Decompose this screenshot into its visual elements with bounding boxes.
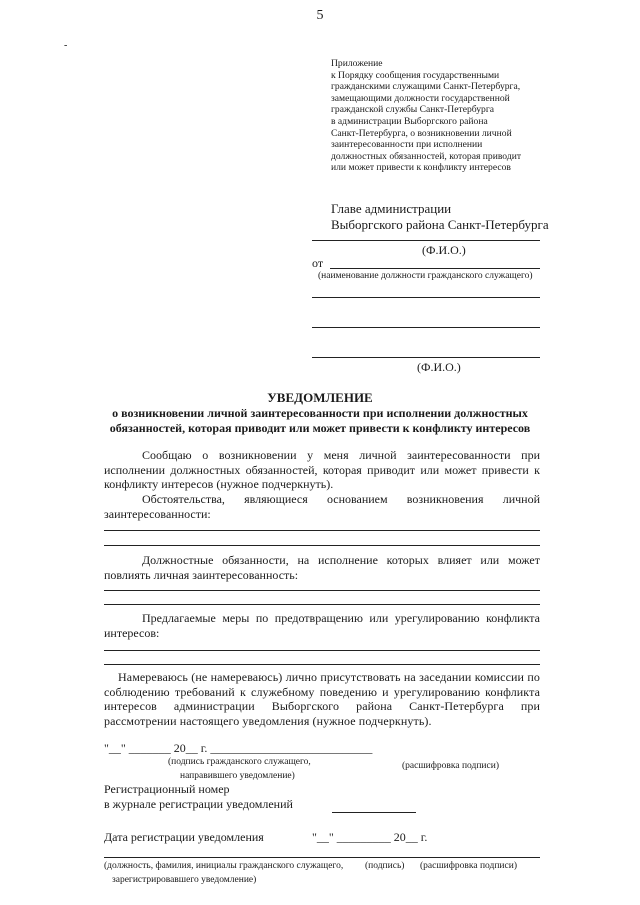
from-label: от <box>312 256 324 270</box>
footer-signature-label: (подпись) <box>365 861 405 871</box>
appendix-line: должностных обязанностей, которая приводит <box>331 150 522 162</box>
document-title: УВЕДОМЛЕНИЕ <box>267 390 373 405</box>
appendix-line: гражданскими служащими Санкт-Петербурга, <box>331 81 521 93</box>
circumstances-line-1[interactable] <box>104 530 540 531</box>
from-field-line[interactable] <box>330 268 540 269</box>
measures-line-2[interactable] <box>104 664 540 665</box>
position-field-line-2[interactable] <box>312 327 540 328</box>
paragraph-duties: Должностные обязанности, на исполнение которых влияет или может повлиять личная заинтересованность: <box>104 553 540 582</box>
page-number: 5 <box>316 8 324 23</box>
fio-field-line-2[interactable] <box>312 357 540 358</box>
footer-decoding-label: (расшифровка подписи) <box>420 861 517 871</box>
paragraph-notify: Сообщаю о возникновении у меня личной заинтересованности при исполнении должностных обязанностей, которая приводит или может привести к конфликту интересов (нужное подчеркнуть). <box>104 448 540 491</box>
footer-field-line[interactable] <box>104 857 540 858</box>
signature-label-1: (подпись гражданского служащего, <box>168 757 311 767</box>
appendix-line: заинтересованности при исполнении <box>331 139 483 151</box>
paragraph-measures: Предлагаемые меры по предотвращению или урегулированию конфликта интересов: <box>104 611 540 640</box>
reg-date-label: Дата регистрации уведомления <box>104 830 264 844</box>
addressee-line-2: Выборгского района Санкт-Петербурга <box>331 217 549 232</box>
reg-number-label-2: в журнале регистрации уведомлений <box>104 797 293 811</box>
paragraph-circumstances: Обстоятельства, являющиеся основанием возникновения личной заинтересованности: <box>104 492 540 521</box>
appendix-line: или может привести к конфликту интересов <box>331 162 511 174</box>
fio-label: (Ф.И.О.) <box>422 243 466 257</box>
reg-number-label-1: Регистрационный номер <box>104 782 230 796</box>
duties-line-1[interactable] <box>104 590 540 591</box>
footer-position-label: (должность, фамилия, инициалы гражданского служащего, <box>104 861 344 871</box>
measures-line-1[interactable] <box>104 650 540 651</box>
addressee-line-1: Главе администрации <box>331 201 452 216</box>
decoding-label: (расшифровка подписи) <box>402 761 499 771</box>
appendix-line: в администрации Выборгского района <box>331 115 488 127</box>
appendix-line: замещающими должности государственной <box>331 92 510 104</box>
duties-line-2[interactable] <box>104 604 540 605</box>
circumstances-line-2[interactable] <box>104 545 540 546</box>
footer-position-label-2: зарегистрировавшего уведомление) <box>112 875 257 885</box>
document-subtitle: о возникновении личной заинтересованности при исполнении должностных обязанностей, которая приводит или может привести к конфликту интересов <box>109 406 531 435</box>
reg-date-field[interactable]: "__" _________ 20__ г. <box>312 830 428 844</box>
signature-label-2: направившего уведомление) <box>180 771 295 781</box>
fio-field-line[interactable] <box>312 240 540 241</box>
position-field-line[interactable] <box>312 297 540 298</box>
appendix-line: Приложение <box>331 58 383 69</box>
appendix-line: гражданской службы Санкт-Петербурга <box>331 104 495 116</box>
margin-mark: - <box>64 40 68 51</box>
fio-label-2: (Ф.И.О.) <box>417 360 461 374</box>
paragraph-attendance: Намереваюсь (не намереваюсь) лично присутствовать на заседании комиссии по соблюдению требований к служебному поведению и урегулированию конфликта интересов администрации Выборгского района Санкт-Петербурга при рассмотрении настоящего уведомления (нужное подчеркнуть). <box>104 670 540 728</box>
appendix-line: к Порядку сообщения государственными <box>331 69 500 81</box>
appendix-line: Санкт-Петербурга, о возникновении личной <box>331 127 512 139</box>
position-label: (наименование должности гражданского служащего) <box>318 271 533 281</box>
signature-date[interactable]: "__" _______ 20__ г. ___________________________ <box>104 741 373 755</box>
appendix-block <box>331 58 531 174</box>
reg-number-field[interactable] <box>332 812 416 813</box>
addressee <box>331 201 549 233</box>
